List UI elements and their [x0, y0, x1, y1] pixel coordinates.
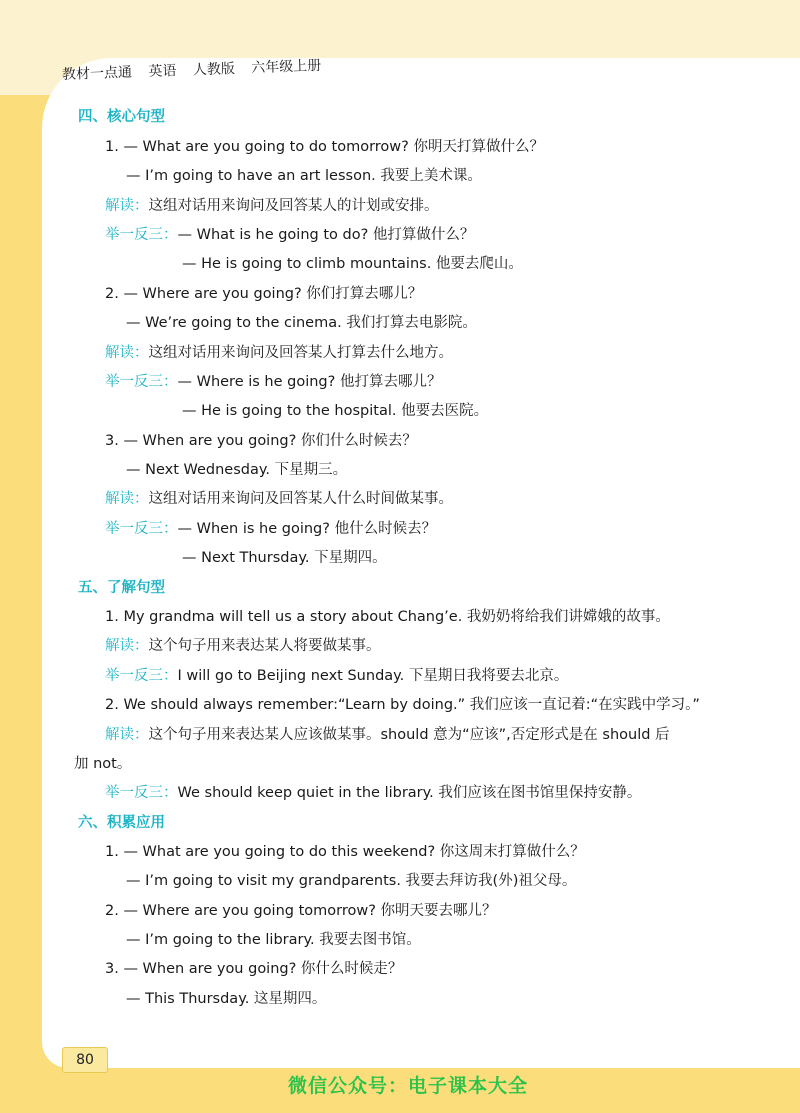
s4-answer-3: — Next Wednesday. 下星期三。 — [126, 462, 348, 478]
s5-example-1 — [105, 666, 568, 686]
explain-label: 解读： — [105, 198, 149, 214]
s4-example-3a: — Next Thursday. 下星期四。 — [182, 550, 387, 566]
s4-answer-1: — I’m going to have an art lesson. 我要上美术课。 — [126, 168, 482, 184]
s5-explain-2 — [105, 725, 670, 745]
example-label: 举一反三： — [105, 785, 178, 801]
example-text: — Where is he going? 他打算去哪儿？ — [177, 374, 442, 390]
s4-example-2q — [105, 372, 441, 392]
explain-text: 这个句子用来表达某人将要做某事。 — [148, 638, 381, 654]
section-heading-6: 六、积累应用 — [78, 815, 165, 831]
explain-label: 解读： — [105, 638, 149, 654]
explain-label: 解读： — [105, 491, 149, 507]
header-edition: 人教版 — [192, 60, 236, 79]
example-text: We should keep quiet in the library. 我们应该在图书馆里保持安静。 — [177, 785, 642, 801]
s4-example-1q — [105, 225, 474, 245]
explain-text: 这组对话用来询问及回答某人的计划或安排。 — [148, 198, 439, 214]
s4-question-2: 2. — Where are you going? 你们打算去哪儿？ — [105, 286, 423, 302]
s4-question-1: 1. — What are you going to do tomorrow? 你明天打算做什么？ — [105, 139, 544, 155]
s5-example-2 — [105, 783, 641, 803]
s6-question-2: 2. — Where are you going tomorrow? 你明天要去哪儿？ — [105, 903, 497, 919]
s5-explain-2-cont: 加 not。 — [74, 756, 132, 772]
s6-answer-3: — This Thursday. 这星期四。 — [126, 991, 327, 1007]
s6-answer-2: — I’m going to the library. 我要去图书馆。 — [126, 932, 421, 948]
watermark: 微信公众号：电子课本大全 — [288, 1075, 529, 1097]
example-label: 举一反三： — [105, 521, 178, 537]
example-text: — When is he going? 他什么时候去？ — [177, 521, 437, 537]
explain-label: 解读： — [105, 345, 149, 361]
s4-question-3: 3. — When are you going? 你们什么时候去？ — [105, 433, 417, 449]
s4-explain-3 — [105, 489, 453, 509]
example-label: 举一反三： — [105, 668, 178, 684]
s5-sentence-2: 2. We should always remember:“Learn by doing.” 我们应该一直记着:“在实践中学习。” — [105, 697, 700, 713]
section-heading-4: 四、核心句型 — [78, 109, 165, 125]
example-label: 举一反三： — [105, 374, 178, 390]
s4-explain-1 — [105, 196, 439, 216]
example-text: I will go to Beijing next Sunday. 下星期日我将要去北京。 — [177, 668, 569, 684]
example-label: 举一反三： — [105, 227, 178, 243]
header-grade: 六年级上册 — [250, 57, 322, 77]
s6-question-3: 3. — When are you going? 你什么时候走？ — [105, 961, 403, 977]
page-number: 80 — [62, 1047, 108, 1073]
s4-example-2a: — He is going to the hospital. 他要去医院。 — [182, 403, 489, 419]
s4-explain-2 — [105, 343, 453, 363]
explain-label: 解读： — [105, 727, 149, 743]
s4-example-3q — [105, 519, 436, 539]
s5-explain-1 — [105, 636, 381, 656]
s5-sentence-1: 1. My grandma will tell us a story about Chang’e. 我奶奶将给我们讲嫦娥的故事。 — [105, 609, 670, 625]
s4-answer-2: — We’re going to the cinema. 我们打算去电影院。 — [126, 315, 477, 331]
explain-text: 这个句子用来表达某人应该做某事。should 意为“应该”,否定形式是在 should 后 — [148, 727, 670, 743]
explain-text: 这组对话用来询问及回答某人打算去什么地方。 — [148, 345, 453, 361]
s4-example-1a: — He is going to climb mountains. 他要去爬山。 — [182, 256, 523, 272]
header-book: 教材一点通 — [61, 64, 133, 83]
example-text: — What is he going to do? 他打算做什么？ — [177, 227, 475, 243]
header-subject: 英语 — [148, 63, 177, 80]
s6-question-1: 1. — What are you going to do this weekend? 你这周末打算做什么？ — [105, 844, 585, 860]
s6-answer-1: — I’m going to visit my grandparents. 我要去拜访我(外)祖父母。 — [126, 873, 577, 889]
explain-text: 这组对话用来询问及回答某人什么时间做某事。 — [148, 491, 453, 507]
section-heading-5: 五、了解句型 — [78, 580, 165, 596]
